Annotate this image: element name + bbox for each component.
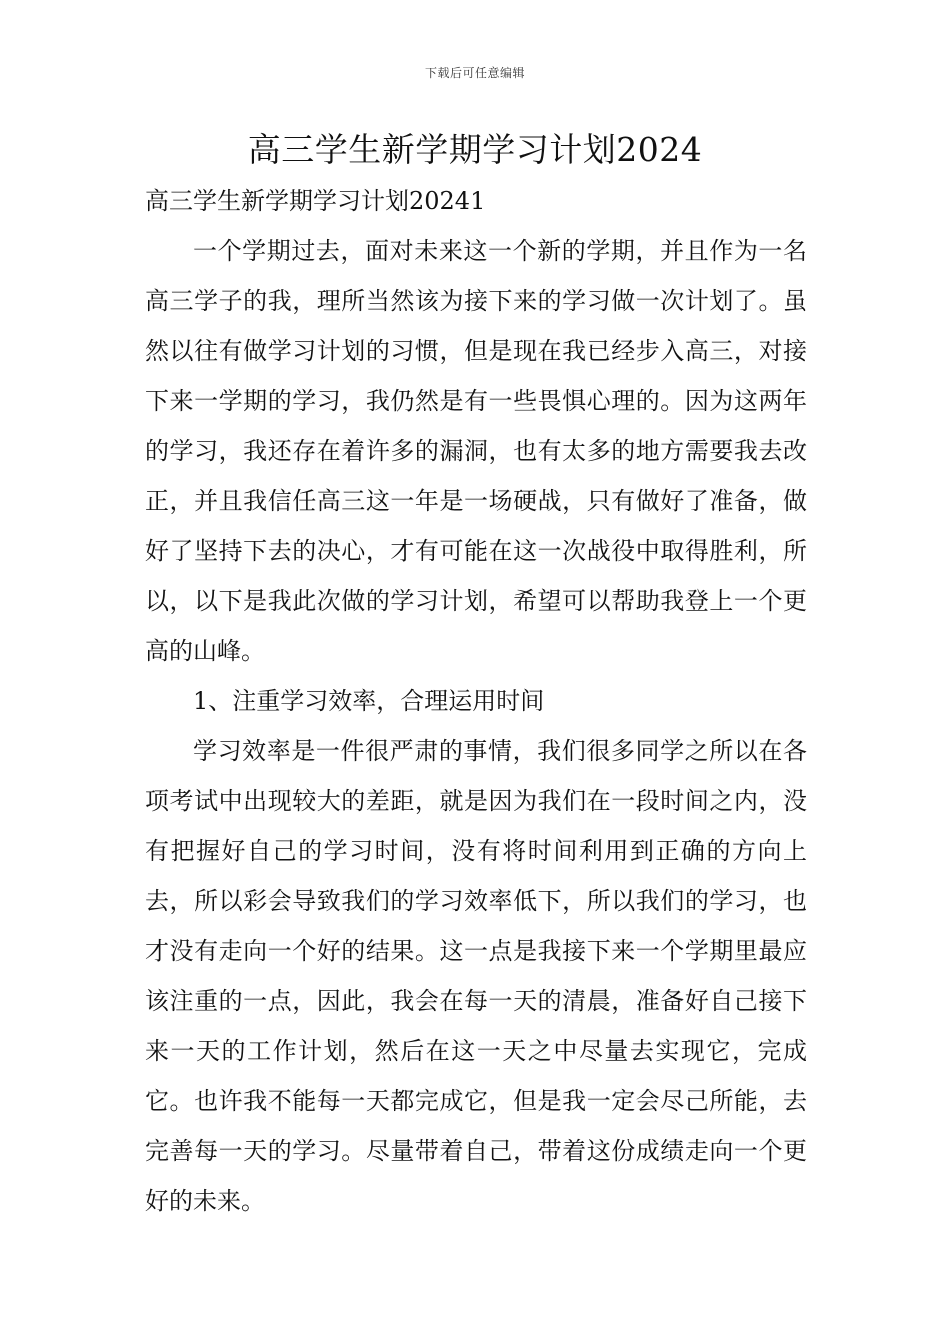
paragraph-intro: 一个学期过去，面对未来这一个新的学期，并且作为一名高三学子的我，理所当然该为接下来的学习做一次计划了。虽然以往有做学习计划的习惯，但是现在我已经步入高三，对接下来一学期的学习，我仍然是有一些畏惧心理的。因为这两年的学习，我还存在着许多的漏洞，也有太多的地方需要我去改正，并且我信任高三这一年是一场硬战，只有做好了准备，做好了坚持下去的决心，才有可能在这一次战役中取得胜利，所以，以下是我此次做的学习计划，希望可以帮助我登上一个更高的山峰。 <box>145 237 807 665</box>
document-body <box>145 176 807 1226</box>
section-heading: 1、注重学习效率，合理运用时间 <box>193 687 545 715</box>
document-subtitle: 高三学生新学期学习计划20241 <box>145 187 486 215</box>
header-note: 下载后可任意编辑 <box>424 66 525 80</box>
document-title: 高三学生新学期学习计划2024 <box>247 130 703 169</box>
paragraph-efficiency: 学习效率是一件很严肃的事情，我们很多同学之所以在各项考试中出现较大的差距，就是因为我们在一段时间之内，没有把握好自己的学习时间，没有将时间利用到正确的方向上去，所以彩会导致我们的学习效率低下，所以我们的学习，也才没有走向一个好的结果。这一点是我接下来一个学期里最应该注重的一点，因此，我会在每一天的清晨，准备好自己接下来一天的工作计划，然后在这一天之中尽量去实现它，完成它。也许我不能每一天都完成它，但是我一定会尽己所能，去完善每一天的学习。尽量带着自己，带着这份成绩走向一个更好的未来。 <box>145 737 807 1215</box>
